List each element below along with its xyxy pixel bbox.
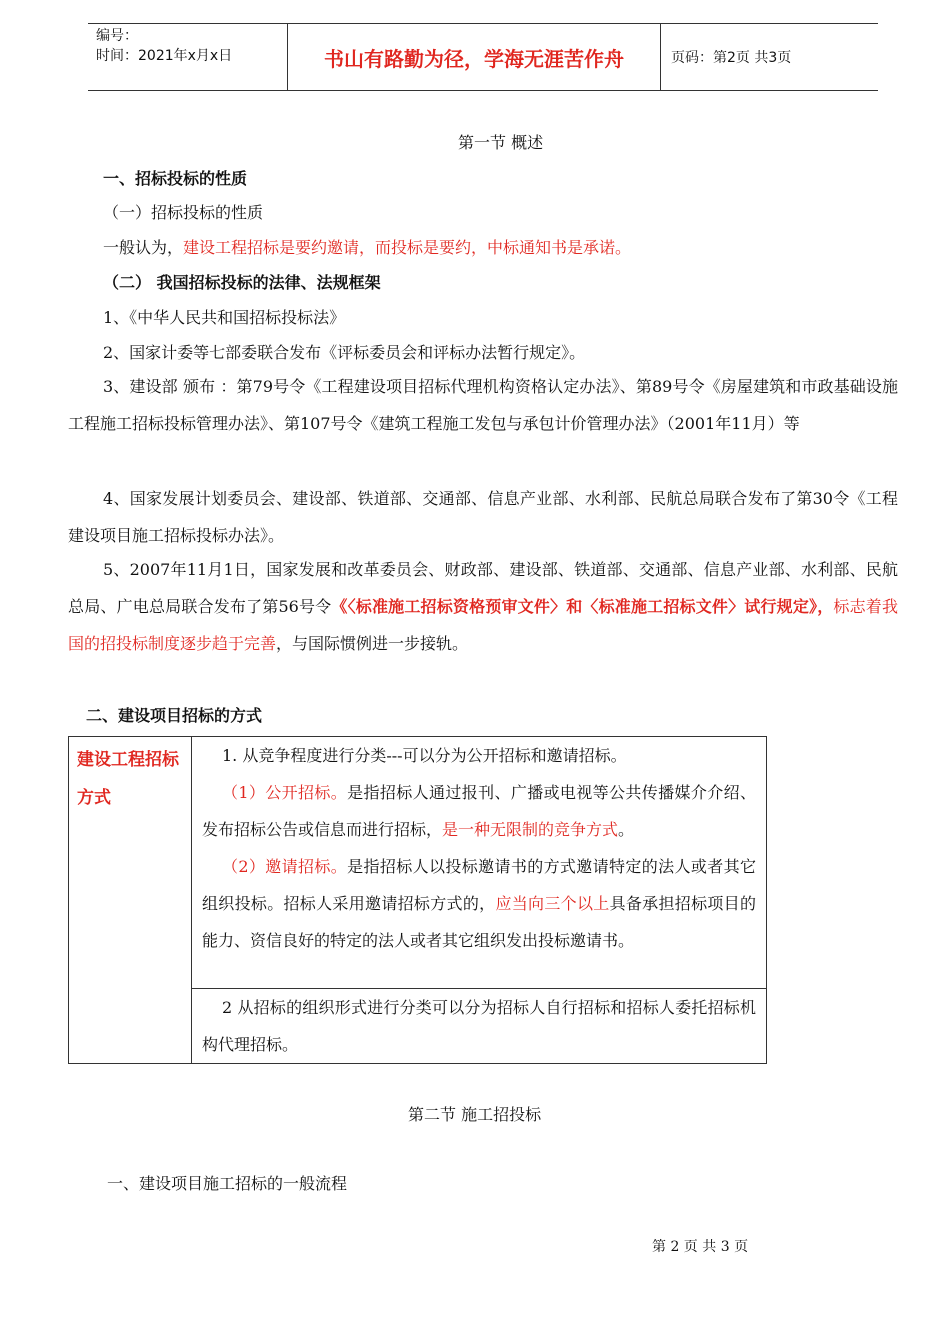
section1-title: 第一节 概述 bbox=[458, 133, 544, 152]
page-footer: 第 2 页 共 3 页 bbox=[652, 1239, 749, 1255]
law-item-5 bbox=[68, 551, 898, 662]
item5-red: 标志着我国的招投标制度逐步趋于完善 bbox=[68, 597, 898, 653]
law-item-2: 2、国家计委等七部委联合发布《评标委员会和评标办法暂行规定》。 bbox=[103, 343, 586, 362]
section3-title: 第二节 施工招投标 bbox=[408, 1105, 542, 1124]
page-header bbox=[88, 23, 878, 91]
table-row-organization bbox=[192, 989, 766, 1063]
law-item-1: 1、《中华人民共和国招标投标法》 bbox=[103, 308, 346, 327]
invite-red-text: 应当向三个以上 bbox=[495, 894, 610, 913]
row1-line1: 1. 从竞争程度进行分类---可以分为公开招标和邀请招标。 bbox=[222, 746, 627, 765]
law-item-3: 3、建设部 颁布 ：第79号令《工程建设项目招标代理机构资格认定办法》、第89号令《房屋建筑和市政基础设施工程施工招标投标管理办法》、第107号令《建筑工程施工发包与承包计价管理办法》（2001年11月）等 bbox=[68, 377, 898, 433]
open-end: 。 bbox=[618, 820, 635, 839]
item5-tail: ，与国际惯例进一步接轨。 bbox=[276, 634, 469, 653]
law-item-4: 4、国家发展计划委员会、建设部、铁道部、交通部、信息产业部、水利部、民航总局联合发布了第30令《工程建设项目施工招标投标办法》。 bbox=[68, 489, 898, 545]
table-row-competition bbox=[192, 737, 766, 989]
invite-end: 具备承担招标项目的能力、资信良好的特定的法人或者其它组织发出投标邀请书。 bbox=[202, 894, 756, 950]
table-left-label: 建设工程招标方式 bbox=[69, 737, 192, 1063]
section2-heading: 二、建设项目招标的方式 bbox=[86, 706, 263, 725]
header-page-info: 页码：第2页 共3页 bbox=[671, 50, 792, 66]
number-label: 编号： bbox=[96, 28, 138, 44]
item5-bold-red: 《〈标准施工招标资格预审文件〉和〈标准施工招标文件〉试行规定》， bbox=[331, 597, 834, 616]
open-red-text: 是一种无限制的竞争方式 bbox=[442, 820, 619, 839]
header-meta bbox=[88, 24, 288, 90]
invite-text: 是指招标人以投标邀请书的方式邀请特定的法人或者其它组织投标。招标人采用邀请招标方式的， bbox=[202, 857, 756, 913]
header-motto: 书山有路勤为径，学海无涯苦作舟 bbox=[288, 24, 661, 90]
row1-open bbox=[202, 774, 756, 848]
section1-sub1: （一）招标投标的性质 bbox=[103, 203, 264, 222]
invite-label: （2）邀请招标。 bbox=[222, 857, 348, 876]
p1-red: 建设工程招标是要约邀请，而投标是要约，中标通知书是承诺。 bbox=[183, 238, 632, 257]
p1-plain: 一般认为， bbox=[103, 238, 184, 257]
section1-sub2: （二） 我国招标投标的法律、法规框架 bbox=[103, 273, 381, 292]
row2-text: 2 从招标的组织形式进行分类可以分为招标人自行招标和招标人委托招标机构代理招标。 bbox=[202, 998, 756, 1054]
row1-invite bbox=[202, 848, 756, 959]
item5-plain: 5、2007年11月1日，国家发展和改革委员会、财政部、建设部、铁道部、交通部、信息产业部、水利部、民航总局、广电总局联合发布了第56号令 bbox=[68, 560, 898, 616]
time-label: 时间：2021年x月x日 bbox=[96, 48, 233, 64]
section1-p1 bbox=[103, 237, 631, 259]
bidding-method-table bbox=[68, 736, 767, 1064]
open-text: 是指招标人通过报刊、广播或电视等公共传播媒介介绍、发布招标公告或信息而进行招标， bbox=[202, 783, 756, 839]
section1-heading: 一、招标投标的性质 bbox=[103, 169, 248, 188]
section3-heading: 一、建设项目施工招标的一般流程 bbox=[107, 1174, 348, 1193]
open-label: （1）公开招标。 bbox=[222, 783, 348, 802]
